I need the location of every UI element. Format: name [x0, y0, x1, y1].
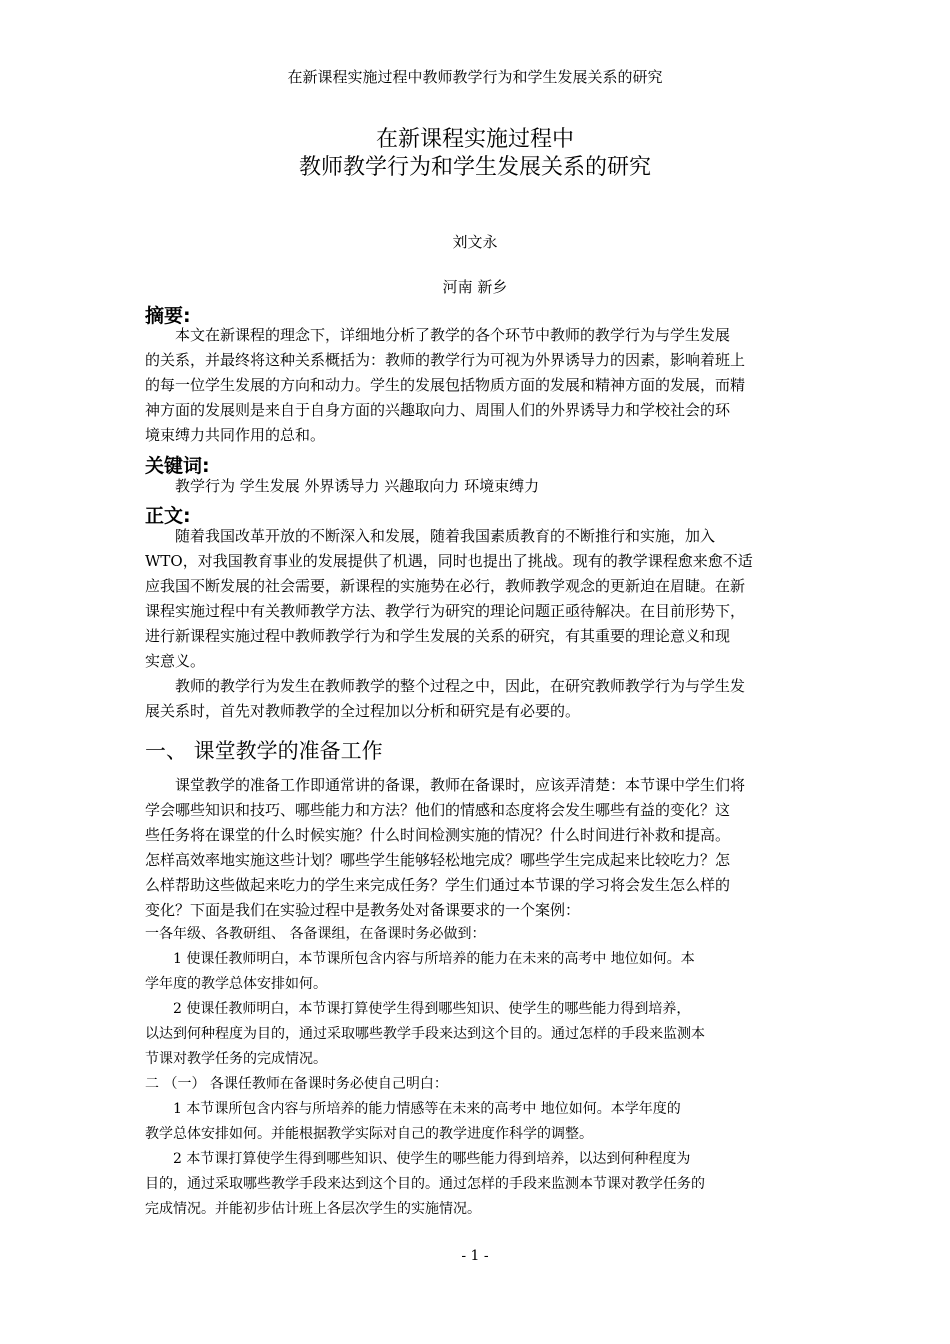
- section-line: 1 本节课所包含内容与所培养的能力情感等在未来的高考中 地位如何。本学年度的: [145, 1101, 681, 1117]
- section-heading: 一、 课堂教学的准备工作: [145, 739, 383, 763]
- section-line: 课堂教学的准备工作即通常讲的备课，教师在备课时，应该弄清楚：本节课中学生们将: [145, 776, 746, 794]
- abstract-line: 的关系，并最终将这种关系概括为：教师的教学行为可视为外界诱导力的因素，影响着班上: [145, 351, 746, 369]
- body-line: 展关系时，首先对教师教学的全过程加以分析和研究是有必要的。: [145, 702, 581, 720]
- title-line-2: 教师教学行为和学生发展关系的研究: [298, 155, 651, 180]
- author: 刘文永: [452, 233, 498, 251]
- keywords-line: 教学行为 学生发展 外界诱导力 兴趣取向力 环境束缚力: [145, 477, 540, 495]
- running-header: 在新课程实施过程中教师教学行为和学生发展关系的研究: [287, 68, 663, 86]
- body-line: 随着我国改革开放的不断深入和发展，随着我国素质教育的不断推行和实施，加入: [145, 527, 716, 545]
- section-line: 一各年级、各教研组、 各备课组，在备课时务必做到：: [145, 926, 486, 942]
- affiliation: 河南 新乡: [442, 278, 508, 296]
- body-line: 课程实施过程中有关教师教学方法、教学行为研究的理论问题正亟待解决。在目前形势下，: [145, 602, 746, 620]
- body-line: 应我国不断发展的社会需要，新课程的实施势在必行，教师教学观念的更新迫在眉睫。在新: [145, 577, 746, 595]
- section-line: 变化？下面是我们在实验过程中是教务处对备课要求的一个案例：: [145, 901, 581, 919]
- body-line: 实意义。: [145, 652, 206, 670]
- abstract-line: 境束缚力共同作用的总和。: [145, 426, 326, 444]
- page-number: - 1 -: [461, 1248, 489, 1264]
- section-line: 教学总体安排如何。并能根据教学实际对自己的教学进度作科学的调整。: [145, 1126, 593, 1142]
- abstract-line: 本文在新课程的理念下，详细地分析了教学的各个环节中教师的教学行为与学生发展: [145, 326, 731, 344]
- section-line: 完成情况。并能初步估计班上各层次学生的实施情况。: [145, 1201, 481, 1217]
- section-line: 2 使课任教师明白，本节课打算使学生得到哪些知识、使学生的哪些能力得到培养，: [145, 1001, 691, 1017]
- section-line: 些任务将在课堂的什么时候实施？什么时间检测实施的情况？什么时间进行补救和提高。: [145, 826, 731, 844]
- section-line: 目的，通过采取哪些教学手段来达到这个目的。通过怎样的手段来监测本节课对教学任务的: [145, 1176, 705, 1192]
- section-line: 以达到何种程度为目的，通过采取哪些教学手段来达到这个目的。通过怎样的手段来监测本: [145, 1026, 705, 1042]
- section-line: 怎样高效率地实施这些计划？哪些学生能够轻松地完成？哪些学生完成起来比较吃力？怎: [145, 851, 731, 869]
- section-line: 二 （一） 各课任教师在备课时务必使自己明白：: [145, 1076, 448, 1092]
- body-line: 进行新课程实施过程中教师教学行为和学生发展的关系的研究，有其重要的理论意义和现: [145, 627, 731, 645]
- title-line-1: 在新课程实施过程中: [375, 127, 574, 152]
- section-line: 么样帮助这些做起来吃力的学生来完成任务？学生们通过本节课的学习将会发生怎么样的: [145, 876, 731, 894]
- section-line: 2 本节课打算使学生得到哪些知识、使学生的哪些能力得到培养，以达到何种程度为: [145, 1151, 691, 1167]
- abstract-line: 的每一位学生发展的方向和动力。学生的发展包括物质方面的发展和精神方面的发展，而精: [145, 376, 746, 394]
- section-line: 节课对教学任务的完成情况。: [145, 1051, 327, 1067]
- section-line: 1 使课任教师明白，本节课所包含内容与所培养的能力在未来的高考中 地位如何。本: [145, 951, 695, 967]
- body-heading: 正文:: [145, 505, 191, 527]
- body-line: 教师的教学行为发生在教师教学的整个过程之中，因此，在研究教师教学行为与学生发: [145, 677, 746, 695]
- section-line: 学会哪些知识和技巧、哪些能力和方法？他们的情感和态度将会发生哪些有益的变化？这: [145, 801, 731, 819]
- keywords-heading: 关键词:: [145, 455, 210, 477]
- abstract-line: 神方面的发展则是来自于自身方面的兴趣取向力、周围人们的外界诱导力和学校社会的环: [145, 401, 731, 419]
- abstract-heading: 摘要:: [145, 305, 191, 327]
- body-line: WTO，对我国教育事业的发展提供了机遇，同时也提出了挑战。现有的教学课程愈来愈不适: [145, 552, 753, 570]
- section-line: 学年度的教学总体安排如何。: [145, 976, 327, 992]
